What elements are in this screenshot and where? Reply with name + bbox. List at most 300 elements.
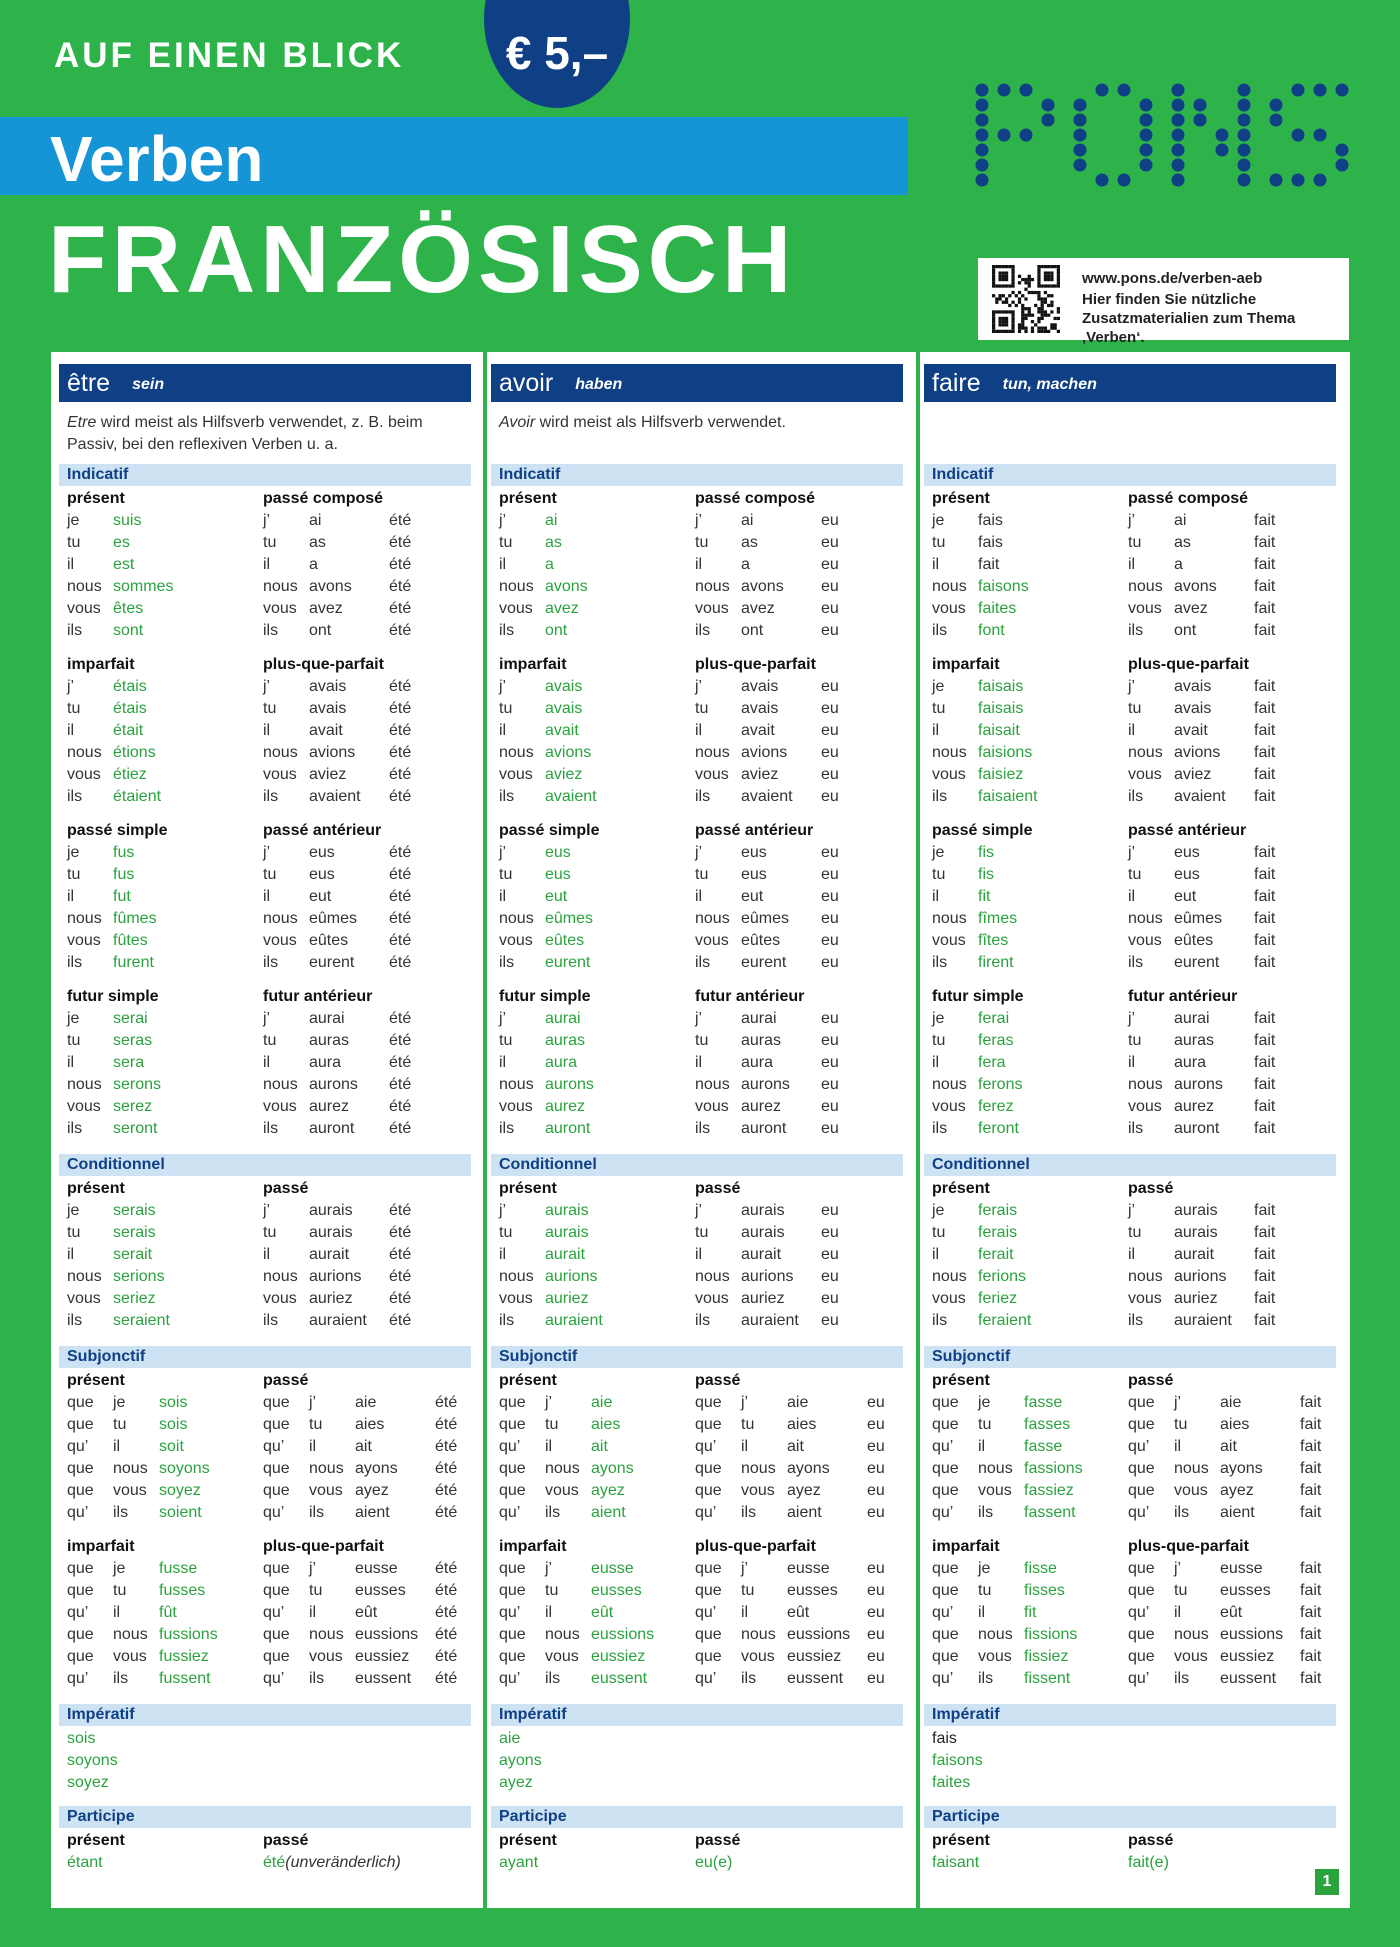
pronoun: as	[309, 534, 326, 551]
pronoun: ont	[1174, 622, 1197, 639]
pronoun: ils	[695, 954, 711, 971]
verb-form: été	[389, 1312, 412, 1329]
pronoun: vous	[545, 1482, 579, 1499]
logo-dot	[1336, 159, 1349, 172]
verb-form: fissions	[1024, 1626, 1078, 1643]
pronoun: tu	[499, 700, 513, 717]
verb-form: été	[389, 910, 412, 927]
pronoun: qu’	[263, 1438, 285, 1455]
pronoun: j’	[1174, 1394, 1182, 1411]
pronoun: vous	[695, 600, 729, 617]
pronoun: qu’	[1128, 1504, 1150, 1521]
pronoun: avons	[309, 578, 352, 595]
pronoun: ils	[263, 1312, 279, 1329]
conjugation-row	[67, 1310, 263, 1332]
conjugation-row	[499, 576, 695, 598]
pronoun: aient	[1220, 1504, 1255, 1521]
pronoun: eûtes	[309, 932, 349, 949]
pronoun: nous	[499, 1268, 534, 1285]
tense-name: passé composé	[695, 490, 816, 507]
logo-dot	[1074, 159, 1087, 172]
conjugation-row	[263, 720, 459, 742]
tense-simple	[932, 1178, 1128, 1332]
pronoun: que	[67, 1482, 94, 1499]
tense-simple	[67, 488, 263, 642]
section-header: Impératif	[491, 1704, 903, 1726]
pronoun: que	[67, 1460, 94, 1477]
pronoun: auront	[309, 1120, 355, 1137]
verb-form: fait	[1254, 1268, 1276, 1285]
conjugation-row	[263, 1580, 459, 1602]
conjugation-row	[499, 1074, 695, 1096]
verb-form: fait	[1254, 744, 1276, 761]
verb-form: eu	[867, 1438, 885, 1455]
pronoun: vous	[67, 932, 101, 949]
tense-block	[924, 1534, 1336, 1700]
conjugation-row	[932, 1052, 1128, 1074]
conjugation-row	[263, 598, 459, 620]
conjugation-row	[67, 676, 263, 698]
verb-form: serez	[113, 1098, 153, 1115]
tense-compound	[1128, 1536, 1324, 1690]
pronoun: auriez	[1174, 1290, 1218, 1307]
participe-passe-row	[1128, 1852, 1324, 1874]
conjugation-row	[67, 720, 263, 742]
conjugation-row	[67, 952, 263, 974]
tense-block	[924, 486, 1336, 652]
conjugation-row	[932, 620, 1128, 642]
verb-form: est	[113, 556, 135, 573]
tense-compound	[263, 488, 459, 642]
pronoun: ils	[932, 788, 948, 805]
section-header: Impératif	[59, 1704, 471, 1726]
verb-form: fait	[1254, 844, 1276, 861]
verb-form: êtes	[113, 600, 144, 617]
verb-form: eu	[821, 1098, 839, 1115]
conjugation-row	[499, 720, 695, 742]
pronoun: tu	[499, 866, 513, 883]
conjugation-row	[263, 1244, 459, 1266]
conjugation-row	[695, 576, 891, 598]
pronoun: nous	[741, 1460, 776, 1477]
pronoun: que	[263, 1460, 290, 1477]
pronoun: qu’	[695, 1604, 717, 1621]
verb-form: été	[389, 1290, 412, 1307]
pronoun: ils	[741, 1504, 757, 1521]
logo-dot	[998, 129, 1011, 142]
verb-form: eu	[821, 534, 839, 551]
pronoun: nous	[263, 1268, 298, 1285]
verb-form: fait	[1254, 866, 1276, 883]
conjugation-row	[67, 886, 263, 908]
tense-compound	[1128, 1370, 1324, 1524]
tense-simple	[499, 1178, 695, 1332]
verb-form: eu	[867, 1626, 885, 1643]
pronoun: tu	[263, 534, 277, 551]
pronoun: qu’	[1128, 1670, 1150, 1687]
conjugation-row	[1128, 1118, 1324, 1140]
verb-form: aient	[591, 1504, 626, 1521]
verb-form: été	[435, 1626, 458, 1643]
conjugation-row	[67, 1052, 263, 1074]
tense-block	[59, 984, 471, 1150]
tense-name: passé simple	[932, 822, 1033, 839]
verb-form: été	[435, 1438, 458, 1455]
conjugation-row	[263, 1436, 459, 1458]
verb-form: eu	[821, 932, 839, 949]
conjugation-row	[1128, 1074, 1324, 1096]
verb-form: sera	[113, 1054, 145, 1071]
logo-dot	[1238, 159, 1251, 172]
pronoun: eussions	[355, 1626, 419, 1643]
pronoun: que	[67, 1626, 94, 1643]
tense-name: futur simple	[499, 988, 591, 1005]
pronoun: auraient	[309, 1312, 367, 1329]
pronoun: que	[1128, 1626, 1155, 1643]
pronoun: qu’	[932, 1504, 954, 1521]
conjugation-row	[1128, 1008, 1324, 1030]
conjugation-row	[932, 576, 1128, 598]
logo-dot	[1140, 144, 1153, 157]
tense-name: présent	[499, 490, 557, 507]
verb-form: eus	[545, 844, 571, 861]
participe-present	[499, 1830, 695, 1874]
tense-block	[59, 1534, 471, 1700]
verb-form: eu	[867, 1560, 885, 1577]
verb-form: faisions	[978, 744, 1033, 761]
pronoun: il	[499, 1246, 507, 1263]
logo-dot	[1172, 114, 1185, 127]
column-divider	[916, 352, 920, 1908]
tense-name: futur antérieur	[695, 988, 805, 1005]
conjugation-row	[932, 1266, 1128, 1288]
conjugation-row	[263, 1502, 459, 1524]
conjugation-row	[932, 1502, 1128, 1524]
main-title: FRANZÖSISCH	[48, 206, 797, 313]
conjugation-row	[695, 510, 891, 532]
pronoun: eus	[741, 844, 767, 861]
conjugation-row	[499, 1602, 695, 1624]
logo-dot	[1270, 114, 1283, 127]
pronoun: nous	[1174, 1626, 1209, 1643]
pronoun: ils	[113, 1670, 129, 1687]
conjugation-row	[67, 1558, 263, 1580]
verb-form: été	[389, 932, 412, 949]
conjugation-row	[932, 764, 1128, 786]
pronoun: il	[499, 888, 507, 905]
pronoun: nous	[545, 1626, 580, 1643]
pronoun: il	[932, 556, 940, 573]
pronoun: eus	[1174, 844, 1200, 861]
conjugation-row	[499, 676, 695, 698]
verb-form: fîtes	[978, 932, 1009, 949]
pronoun: nous	[113, 1460, 148, 1477]
conjugation-row	[67, 510, 263, 532]
verb-note	[491, 402, 903, 460]
verb-form: fisses	[1024, 1582, 1065, 1599]
pronoun: eusses	[355, 1582, 406, 1599]
pronoun: avez	[741, 600, 775, 617]
conjugation-row	[1128, 1222, 1324, 1244]
conjugation-row	[67, 1008, 263, 1030]
pronoun: il	[1128, 556, 1136, 573]
pronoun: aurai	[741, 1010, 777, 1027]
verb-form: fait	[1254, 512, 1276, 529]
pronoun: nous	[263, 578, 298, 595]
logo-dot	[1336, 84, 1349, 97]
tense-name: futur antérieur	[1128, 988, 1238, 1005]
pronoun: j’	[1128, 1202, 1136, 1219]
conjugation-row	[695, 1602, 891, 1624]
tense-compound	[695, 820, 891, 974]
pronoun: que	[499, 1482, 526, 1499]
tense-compound	[695, 654, 891, 808]
verb-form: aurais	[545, 1202, 589, 1219]
conjugation-row	[67, 1646, 263, 1668]
pronoun: aurais	[741, 1202, 785, 1219]
verb-form: étais	[113, 678, 147, 695]
verb-form: fait	[1254, 1202, 1276, 1219]
pronoun: vous	[309, 1648, 343, 1665]
pronoun: je	[978, 1560, 991, 1577]
conjugation-row	[1128, 786, 1324, 808]
conjugation-row	[932, 864, 1128, 886]
participe-block	[491, 1828, 903, 1884]
pronoun: nous	[695, 1268, 730, 1285]
conjugation-row	[499, 1624, 695, 1646]
pronoun: qu’	[499, 1670, 521, 1687]
verb-form: eusse	[591, 1560, 634, 1577]
pronoun: j’	[263, 678, 271, 695]
pronoun: eûmes	[741, 910, 790, 927]
conjugation-row	[263, 676, 459, 698]
section-header: Impératif	[924, 1704, 1336, 1726]
pronoun: aurai	[309, 1010, 345, 1027]
pronoun: je	[67, 1010, 80, 1027]
pronoun: j’	[263, 844, 271, 861]
verb-form: aies	[591, 1416, 621, 1433]
conjugation-row	[932, 698, 1128, 720]
tense-compound	[1128, 488, 1324, 642]
conjugation-row	[67, 1602, 263, 1624]
conjugation-row	[499, 1436, 695, 1458]
pronoun: aura	[309, 1054, 342, 1071]
verb-form: serons	[113, 1076, 162, 1093]
pronoun: j’	[67, 678, 75, 695]
conjugation-row	[499, 1502, 695, 1524]
logo-dot	[1336, 144, 1349, 157]
pronoun: qu’	[695, 1438, 717, 1455]
verb-form: fûmes	[113, 910, 157, 927]
pronoun: nous	[67, 1076, 102, 1093]
verb-form: été	[389, 866, 412, 883]
conjugation-row	[67, 1030, 263, 1052]
conjugation-row	[1128, 1558, 1324, 1580]
verb-form: ferais	[978, 1224, 1018, 1241]
qr-url[interactable]: www.pons.de/verben-aeb	[1082, 270, 1263, 287]
verb-form: fasse	[1024, 1438, 1063, 1455]
logo-dot	[1118, 174, 1131, 187]
conjugation-row	[695, 1414, 891, 1436]
pronoun: aviez	[309, 766, 347, 783]
pronoun: eûmes	[309, 910, 358, 927]
pronoun: il	[545, 1438, 553, 1455]
qr-description: Hier finden Sie nützliche Zusatzmaterialien zum Thema ‚Verben‘.	[1082, 291, 1296, 346]
verb-form: fait	[1300, 1560, 1322, 1577]
pronoun: tu	[499, 1032, 513, 1049]
conjugation-row	[695, 554, 891, 576]
pronoun: nous	[1128, 910, 1163, 927]
verb-form: fait	[1254, 556, 1276, 573]
verb-form: été	[389, 578, 412, 595]
section-header: Indicatif	[491, 464, 903, 486]
verb-form: été	[389, 1032, 412, 1049]
pronoun: aies	[787, 1416, 817, 1433]
conjugation-row	[263, 1200, 459, 1222]
verb-name: être	[67, 368, 111, 397]
verb-note-italic: Etre	[67, 414, 97, 431]
verb-form: suis	[113, 512, 142, 529]
pronoun: auras	[1174, 1032, 1215, 1049]
conjugation-row	[499, 1558, 695, 1580]
verb-form: fis	[978, 844, 994, 861]
tense-simple	[67, 1370, 263, 1524]
pronoun: vous	[1174, 1482, 1208, 1499]
conjugation-row	[67, 576, 263, 598]
tense-block	[924, 818, 1336, 984]
pronoun: que	[932, 1394, 959, 1411]
verb-form: soyons	[159, 1460, 210, 1477]
verb-form: fait	[1254, 534, 1276, 551]
conjugation-row	[1128, 1096, 1324, 1118]
pronoun: tu	[263, 866, 277, 883]
pronoun: vous	[695, 766, 729, 783]
pronoun: vous	[1128, 932, 1162, 949]
conjugation-row	[932, 842, 1128, 864]
pronoun: ai	[741, 512, 754, 529]
conjugation-row	[263, 786, 459, 808]
conjugation-row	[263, 930, 459, 952]
conjugation-row	[695, 1502, 891, 1524]
tense-name: passé	[695, 1180, 741, 1197]
conjugation-row	[499, 842, 695, 864]
conjugation-row	[499, 1310, 695, 1332]
pronoun: eussent	[1220, 1670, 1277, 1687]
pronoun: ils	[1128, 622, 1144, 639]
pronoun: aurais	[741, 1224, 785, 1241]
logo-dot	[1238, 129, 1251, 142]
pronoun: nous	[309, 1460, 344, 1477]
conjugation-row	[499, 1244, 695, 1266]
conjugation-row	[263, 842, 459, 864]
conjugation-row	[263, 1030, 459, 1052]
verb-form: eu	[821, 1202, 839, 1219]
conjugation-row	[1128, 1200, 1324, 1222]
conjugation-row	[67, 698, 263, 720]
pronoun: il	[309, 1438, 317, 1455]
verb-form: fait	[1254, 766, 1276, 783]
logo-dot	[1238, 174, 1251, 187]
pronoun: aurez	[309, 1098, 350, 1115]
pronoun: ait	[1220, 1438, 1237, 1455]
conjugation-row	[695, 786, 891, 808]
conjugation-row	[695, 720, 891, 742]
column-divider	[483, 352, 487, 1908]
pronoun: ayons	[787, 1460, 830, 1477]
conjugation-row	[695, 1310, 891, 1332]
conjugation-row	[499, 510, 695, 532]
tense-name: passé composé	[1128, 490, 1249, 507]
tense-name: passé antérieur	[695, 822, 814, 839]
tense-simple	[499, 820, 695, 974]
verb-form: fusses	[159, 1582, 206, 1599]
conjugation-row	[499, 620, 695, 642]
conjugation-row	[499, 1008, 695, 1030]
tense-name: passé	[263, 1832, 309, 1849]
pronoun: a	[1174, 556, 1183, 573]
pronoun: il	[695, 1246, 703, 1263]
verb-form: fait	[1300, 1504, 1322, 1521]
verb-note	[59, 402, 471, 460]
logo-dot	[1074, 114, 1087, 127]
pronoun: j’	[499, 844, 507, 861]
verb-form: été	[389, 1202, 412, 1219]
pronoun: aurais	[309, 1224, 353, 1241]
pronoun: eûtes	[1174, 932, 1214, 949]
pronoun: avaient	[309, 788, 361, 805]
tense-name: passé	[263, 1180, 309, 1197]
pronoun: ils	[499, 1120, 515, 1137]
tense-simple	[499, 488, 695, 642]
pronoun: vous	[67, 600, 101, 617]
verb-form: fait	[1300, 1482, 1322, 1499]
logo-dot	[1172, 84, 1185, 97]
logo-dot	[1140, 129, 1153, 142]
conjugation-row	[499, 864, 695, 886]
logo-dot	[1172, 174, 1185, 187]
pronoun: tu	[932, 700, 946, 717]
verb-form: été	[389, 1098, 412, 1115]
participe-present	[932, 1830, 1128, 1874]
tense-name: présent	[67, 1832, 125, 1849]
conjugation-row	[695, 1096, 891, 1118]
tense-name: présent	[67, 1180, 125, 1197]
tense-simple	[499, 654, 695, 808]
conjugation-row	[1128, 764, 1324, 786]
pronoun: avais	[741, 700, 779, 717]
pronoun: que	[695, 1560, 722, 1577]
tense-name: passé antérieur	[1128, 822, 1247, 839]
pronoun: que	[1128, 1482, 1155, 1499]
verb-gloss: tun, machen	[1002, 376, 1097, 393]
pronoun: que	[499, 1416, 526, 1433]
price-badge	[484, 0, 630, 108]
participe-passe-row	[263, 1852, 459, 1874]
pronoun: il	[695, 1054, 703, 1071]
verb-column-avoir	[491, 364, 903, 1884]
verb-form: eut	[545, 888, 568, 905]
conjugation-row	[695, 908, 891, 930]
pronoun: ont	[309, 622, 332, 639]
conjugation-row	[932, 1200, 1128, 1222]
participe-note: (unveränderlich)	[285, 1854, 401, 1871]
qr-code-icon[interactable]	[992, 265, 1060, 333]
verb-form: été	[389, 1268, 412, 1285]
pronoun: il	[1128, 1054, 1136, 1071]
tense-name: futur simple	[67, 988, 159, 1005]
pronoun: nous	[67, 744, 102, 761]
logo-dot	[1216, 144, 1229, 157]
